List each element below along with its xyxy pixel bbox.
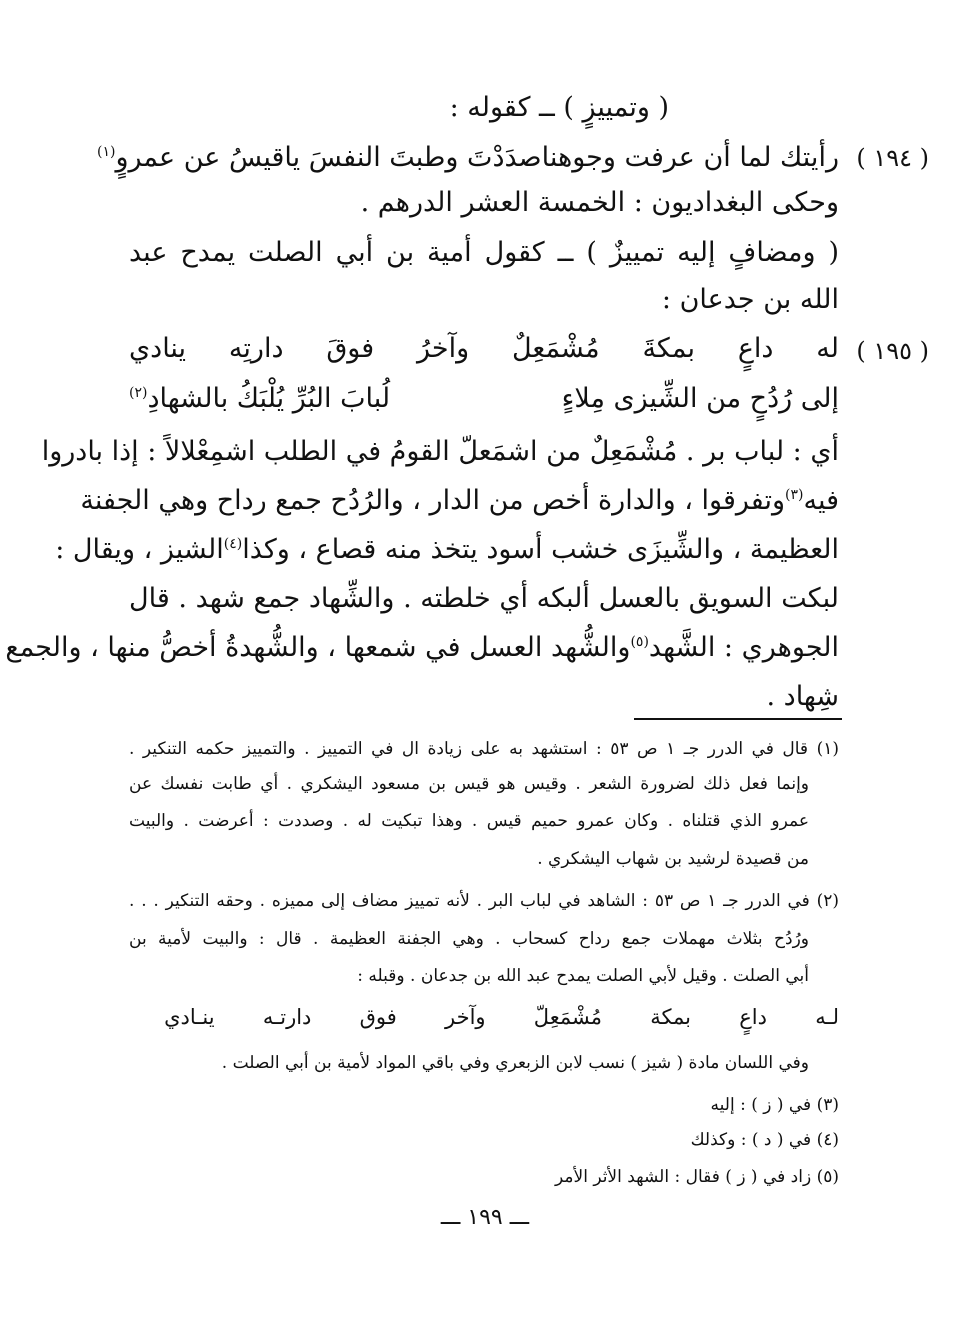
footnote-5: (٥) زاد في ( ز ) فقال : الشهد الأثر الأمر — [555, 1167, 839, 1187]
verse-194-hemistich-2-text: صدَدْتَ وطبتَ النفسَ ياقيسُ عن عمروٍ — [115, 142, 542, 173]
verse-word: له — [816, 333, 839, 364]
footnote-ref-4[interactable]: (٤) — [223, 536, 243, 552]
commentary-line-5-a: الجوهري : الشَّهد — [648, 632, 839, 663]
verse-194-hemistich-2 — [97, 135, 542, 181]
footnote-ref-2[interactable]: (٢) — [129, 385, 148, 401]
footnote-2-line-4: وفي اللسان مادة ( شيز ) نسب لابن الزبعري وفي باقي المواد لأمية بن أبي الصلت . — [221, 1053, 809, 1073]
commentary-line-3 — [55, 530, 839, 570]
commentary-line-5 — [5, 628, 839, 668]
page-number: ـــ ١٩٩ ـــ — [440, 1205, 530, 1230]
commentary-line-1: أي : لباب بر . مُشْمَعِلٌ من اشمَعلّ القومُ في الطلب اشمِعْلالاً : إذا بادروا — [41, 436, 839, 467]
footnote-verse-word: مُشْمَعِلّ — [533, 1005, 602, 1029]
footnote-verse-word: وآخر — [445, 1005, 486, 1029]
footnote-verse-word: داعٍ — [739, 1005, 767, 1029]
footnote-verse-word: بمكة — [650, 1005, 692, 1029]
footnote-4: (٤) في ( د ) : وكذلك — [690, 1130, 839, 1150]
verse-word: ينادي — [129, 333, 187, 364]
commentary-line-5-b: والشُّهد العسل في شمعها ، والشُّهدةُ أخصُّ منها ، والجمع — [5, 632, 631, 663]
footnote-1-line-4: من قصيدة لرشيد بن شهاب اليشكري . — [537, 849, 809, 869]
verse-number-195: ( ١٩٥ ) — [856, 337, 929, 365]
verse-195-hemistich-1: إلى رُدُحٍ من الشِّيزى مِلاءٍ — [561, 383, 839, 414]
footnote-verse-word: دارتـه — [262, 1005, 312, 1029]
commentary-line-3-b: الشيز ، ويقال : — [55, 534, 224, 565]
footnote-2-line-1: (٢) في الدرر جـ ١ ص ٥٣ : الشاهد في لباب البر . لأنه تمييز مضاف إلى مميزه . وحقه التنكير . . . — [129, 891, 839, 911]
footnote-verse-word: لـه — [815, 1005, 839, 1029]
baghdadi-line: وحكى البغداديون : الخمسة العشر الدرهم . — [360, 187, 839, 218]
verse-word: دارتِه — [228, 333, 284, 364]
footnote-verse-word: فوق — [359, 1005, 397, 1029]
footnote-ref-5[interactable]: (٥) — [630, 634, 649, 650]
footnote-ref-3[interactable]: (٣) — [785, 487, 804, 503]
footnote-1-line-1: (١) قال في الدرر جـ ١ ص ٥٣ : استشهد به على زيادة ال في التمييز . والتمييز حكمه التنكير . — [129, 739, 839, 759]
verse-word: فوقَ — [326, 333, 375, 364]
verse-195-row-1 — [129, 326, 839, 372]
footnote-ref-1[interactable]: (١) — [96, 144, 116, 160]
verse-word: مُشْمَعِلٌ — [511, 333, 600, 364]
verse-195-hemistich-2 — [129, 376, 390, 422]
mudaf-line: ( ومضافٍ إليه تمييزٌ ) ــ كقول أمية بن أبي الصلت يمدح عبد — [129, 237, 839, 268]
commentary-line-2-a: فيه — [803, 485, 839, 516]
verse-195-row-2 — [129, 376, 839, 422]
verse-word: بمكةَ — [642, 333, 695, 364]
commentary-line-2-b: وتفرقوا ، والدارة أخص من الدار ، والرُدُح جمع رداح وهي الجفنة — [80, 485, 785, 516]
footnote-1-line-2: وإنما فعل ذلك لضرورة الشعر . وقيس هو قيس بن مسعود اليشكري . أي طابت نفسك عن — [129, 774, 809, 794]
footnote-2-line-2: ورُدُح بثلاث مهملات جمع رداح كسحاب . وهي الجفنة العظيمة . قال : والبيت لأمية بن — [129, 929, 809, 949]
verse-word: وآخرُ — [416, 333, 470, 364]
footnote-separator — [634, 718, 842, 720]
ibn-judan-line: الله بن جدعان : — [661, 284, 839, 315]
footnote-1-line-3: عمرو الذي قتلناه . وكان عمرو حميم قيس . وهذا تبكيت له . وصددت : أعرضت . والبيت — [129, 811, 809, 831]
footnote-verse-word: ينـادي — [164, 1005, 215, 1029]
commentary-line-6: شِهاد . — [766, 681, 839, 712]
commentary-line-3-a: العظيمة ، والشِّيزَى خشب أسود يتخذ منه قصاع ، وكذا — [242, 534, 839, 565]
verse-194-hemistich-1: رأيتك لما أن عرفت وجوهنا — [541, 142, 839, 173]
verse-word: داعٍ — [737, 333, 774, 364]
verse-195-hemistich-2-text: لُبابَ البُرِّ يُلْبَكُ بالشهادِ — [147, 383, 391, 414]
verse-number-194: ( ١٩٤ ) — [856, 144, 929, 172]
commentary-line-2 — [80, 481, 839, 521]
verse-194 — [96, 135, 839, 181]
footnote-2-verse — [164, 999, 839, 1035]
footnote-3: (٣) في ( ز ) : إليه — [710, 1095, 839, 1115]
intro-line: ( وتمييزٍ ) ــ كقوله : — [449, 92, 669, 123]
commentary-line-4: لبكت السويق بالعسل ألبكه أي خلطته . والشِّهاد جمع شهد . قال — [129, 583, 839, 614]
footnote-2-line-3: أبي الصلت . وقيل لأبي الصلت يمدح عبد الله بن جدعان . وقبله : — [357, 966, 809, 986]
